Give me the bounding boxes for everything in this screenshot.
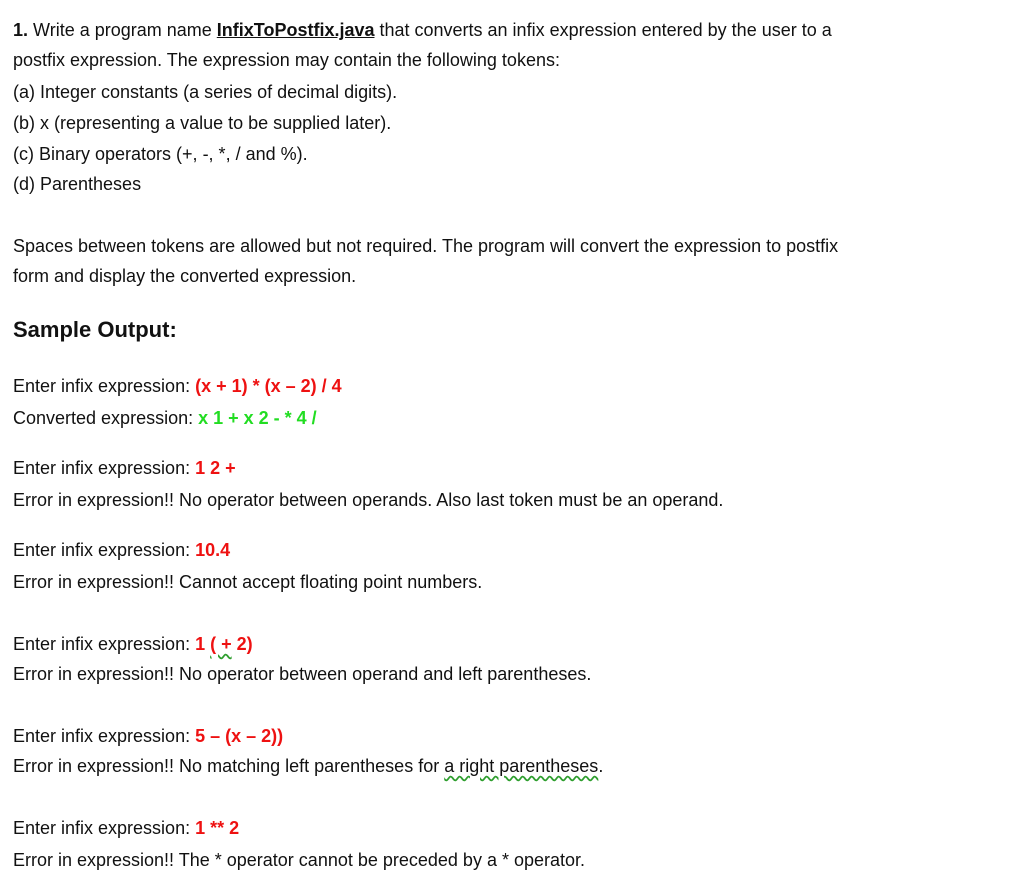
- example-6-prompt: [13, 816, 239, 840]
- example-2-input: 1 2 +: [195, 458, 236, 478]
- example-5-prompt: [13, 724, 283, 748]
- example-2-prompt: [13, 456, 236, 480]
- example-3-prompt: [13, 538, 230, 562]
- converted-label: Converted expression:: [13, 408, 199, 428]
- prompt-label: Enter infix expression:: [13, 634, 196, 654]
- prompt-label: Enter infix expression:: [13, 540, 196, 560]
- question-intro: Write a program name: [33, 20, 217, 40]
- filename: InfixToPostfix.java: [216, 20, 375, 40]
- example-3-input: 10.4: [195, 540, 231, 560]
- example-1-input: (x + 1) * (x – 2) / 4: [195, 376, 342, 396]
- example-3-error: Error in expression!! Cannot accept floating point numbers.: [13, 572, 483, 592]
- token-item-c: (c) Binary operators (+, -, *, / and %).: [13, 144, 308, 164]
- token-item-a: (a) Integer constants (a series of decimal digits).: [13, 82, 398, 102]
- example-4-prompt: [13, 632, 253, 656]
- spaces-paragraph-line-1: Spaces between tokens are allowed but not required. The program will convert the expression to postfix: [13, 236, 839, 256]
- question-line-1: [13, 18, 832, 42]
- example-6-error: Error in expression!! The * operator cannot be preceded by a * operator.: [13, 850, 586, 870]
- question-number: 1.: [13, 20, 29, 40]
- token-item-d: (d) Parentheses: [13, 174, 142, 194]
- example-6-input: 1 ** 2: [195, 818, 240, 838]
- example-2-error: Error in expression!! No operator between operands. Also last token must be an operand.: [13, 490, 724, 510]
- spaces-paragraph-line-2: form and display the converted expression.: [13, 266, 357, 286]
- prompt-label: Enter infix expression:: [13, 726, 196, 746]
- token-item-b: (b) x (representing a value to be supplied later).: [13, 113, 392, 133]
- prompt-label: Enter infix expression:: [13, 818, 196, 838]
- prompt-label: Enter infix expression:: [13, 376, 196, 396]
- example-4-input-flagged: ( +: [210, 634, 232, 654]
- example-5-error: [13, 754, 603, 778]
- prompt-label: Enter infix expression:: [13, 458, 196, 478]
- example-4-input-end: 2): [231, 634, 253, 654]
- example-1-output: x 1 + x 2 - * 4 /: [198, 408, 317, 428]
- example-1-prompt: [13, 374, 342, 398]
- example-5-error-flagged: a right parentheses: [444, 756, 599, 776]
- example-5-error-end: .: [598, 756, 604, 776]
- question-intro-rest: that converts an infix expression entered by the user to a: [374, 20, 832, 40]
- example-5-error-start: Error in expression!! No matching left parentheses for: [13, 756, 445, 776]
- example-5-input: 5 – (x – 2)): [195, 726, 284, 746]
- sample-output-heading: Sample Output:: [13, 317, 177, 342]
- question-line-2: postfix expression. The expression may contain the following tokens:: [13, 50, 560, 70]
- example-4-input-start: 1: [195, 634, 211, 654]
- example-4-error: Error in expression!! No operator between operand and left parentheses.: [13, 664, 592, 684]
- example-1-result: [13, 406, 317, 430]
